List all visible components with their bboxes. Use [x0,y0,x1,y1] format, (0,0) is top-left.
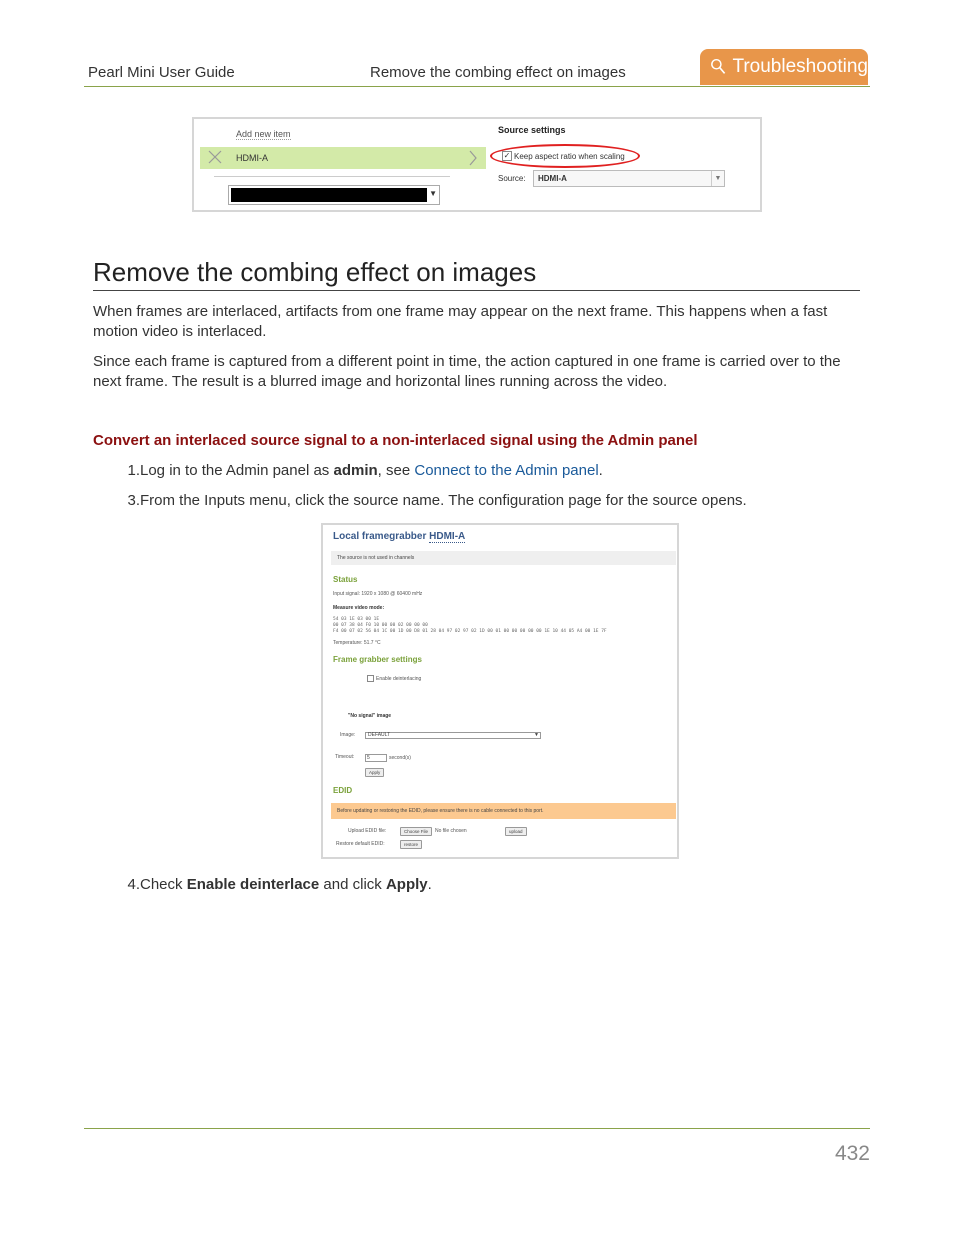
upload-button[interactable]: upload [505,827,527,836]
paragraph-1: When frames are interlaced, artifacts from one frame may appear on the next frame. This happens when a fast motion video is interlaced. [93,303,828,340]
admin-panel-link[interactable]: Connect to the Admin panel [414,462,599,479]
source-settings-screenshot [192,117,762,212]
config-title-prefix: Local framegrabber [333,531,430,542]
section-heading: Remove the combing effect on images [93,257,537,287]
enable-deinterlacing-checkbox[interactable] [367,675,374,682]
apply-term: Apply [385,876,428,893]
step-text: From the Inputs menu, click the source name. The configuration page for the source opens. [140,492,747,509]
step-number: 3. [127,492,140,509]
running-section-title: Remove the combing effect on images [370,64,626,81]
header-divider [84,86,870,87]
status-heading: Status [333,575,358,584]
upload-edid-label: Upload EDID file: [348,828,387,834]
input-signal-text: Input signal: 1920 x 1080 @ 60400 mHz [333,591,423,597]
source-label: Source: [498,174,526,183]
list-divider [214,176,450,177]
no-signal-heading: "No signal" image [348,713,392,719]
timeout-unit: second(s) [389,755,411,761]
paragraph-2: Since each frame is captured from a different point in time, the action captured in one frame is carried over to the next frame. The result is a blurred image and horizontal lines running across the video. [93,353,841,390]
edid-warning: Before updating or restoring the EDID, please ensure there is no cable connected to this port. [331,803,676,819]
measure-line-1: 54 03 1E 03 00 1E [333,617,380,622]
framegrabber-settings-heading: Frame grabber settings [333,655,422,664]
step-number: 4. [127,876,140,893]
image-label: Image: [340,732,356,738]
dropdown-arrow-icon: ▼ [711,171,724,186]
procedure-heading: Convert an interlaced source signal to a non-interlaced signal using the Admin panel [93,432,698,449]
timeout-input[interactable]: 5 [365,754,387,762]
no-file-text: No file chosen [435,828,467,834]
image-select-value: DEFAULT [368,732,391,738]
step-text: , see [377,462,415,479]
dropdown-arrow-icon: ▼ [429,189,437,198]
step-text: Log in to the Admin panel as [140,462,334,479]
dropdown-arrow-icon: ▼ [534,732,539,738]
redacted-select[interactable] [228,185,440,205]
page-number: 432 [834,1142,870,1165]
step-4 [93,876,432,893]
step-1 [93,462,603,479]
keep-aspect-label: Keep aspect ratio when scaling [514,152,625,161]
source-settings-title: Source settings [498,125,566,135]
apply-button[interactable]: Apply [365,768,384,777]
add-new-item-link[interactable]: Add new item [236,129,291,139]
step-text: . [598,462,603,479]
source-select[interactable] [533,170,725,187]
chapter-tab[interactable] [700,49,868,85]
remove-icon[interactable] [208,150,222,164]
source-select-value: HDMI-A [538,174,567,183]
heading-underline [93,290,860,291]
measure-line-3: F4 00 07 02 56 04 1C 00 1D 00 D8 01 28 04 97 02 97 02 1D 00 01 00 00 00 00 00 1E 10 44 05 A4 00 1E 7F [333,629,607,634]
framegrabber-config-screenshot [321,523,679,859]
restore-button[interactable]: restore [400,840,422,849]
step-text: and click [319,876,386,893]
step-3 [93,492,747,509]
keep-aspect-checkbox[interactable]: ✓ [503,151,511,160]
timeout-label: Timeout: [335,754,355,760]
step-number: 1. [127,462,140,479]
chapter-tab-label: Troubleshooting [732,56,868,77]
config-title [333,531,465,542]
step-text: . [427,876,432,893]
measure-line-2: 00 07 38 04 F0 10 00 00 02 00 00 00 [333,623,428,628]
measure-label: Measure video mode: [333,605,385,611]
magnifier-icon [710,57,726,77]
config-title-source: HDMI-A [429,531,466,542]
guide-title: Pearl Mini User Guide [88,64,235,81]
chevron-right-icon [468,150,478,166]
restore-edid-label: Restore default EDID: [336,841,385,847]
enable-deinterlace-term: Enable deinterlace [186,876,320,893]
enable-deinterlacing-label: Enable deinterlacing [376,676,422,682]
input-item-label: HDMI-A [236,153,268,163]
step-text: Check [140,876,187,893]
choose-file-button[interactable]: Choose File [400,827,432,836]
image-select[interactable] [365,732,541,739]
footer-divider [84,1128,870,1129]
redacted-bar [231,188,427,202]
not-used-notice: The source is not used in channels [331,551,676,565]
temperature-text: Temperature: 51.7 °C [333,640,381,646]
input-list-item[interactable] [200,147,486,169]
admin-username: admin [333,462,378,479]
edid-heading: EDID [333,786,353,795]
